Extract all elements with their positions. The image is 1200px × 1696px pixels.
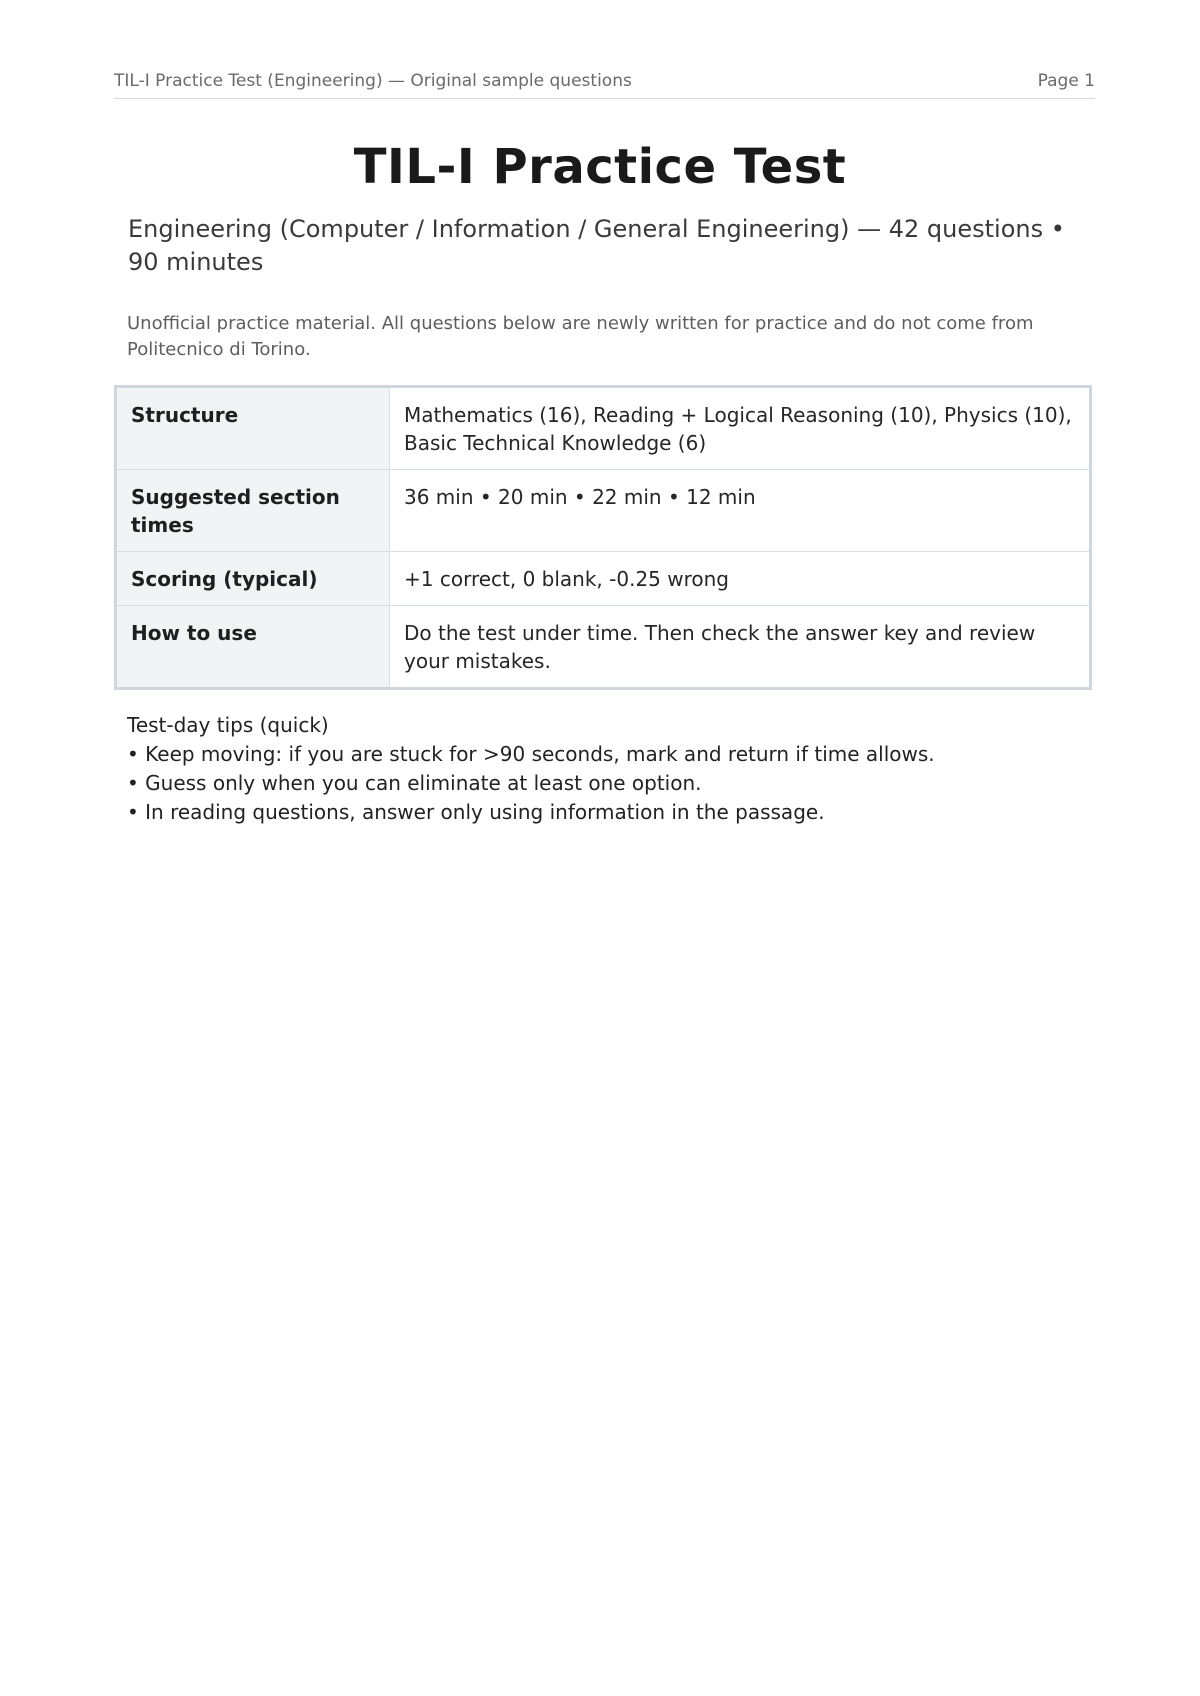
table-row [116, 387, 1091, 470]
list-item: • Guess only when you can eliminate at least one option. [127, 771, 702, 795]
page-number: Page 1 [1037, 71, 1095, 91]
test-info-table [114, 385, 1092, 690]
row-label-structure: Structure [116, 387, 390, 470]
running-header [114, 70, 1095, 99]
test-day-tips [127, 711, 1087, 827]
row-value-section-times: 36 min • 20 min • 22 min • 12 min [390, 470, 1091, 552]
tips-heading: Test-day tips (quick) [127, 713, 329, 737]
list-item: • In reading questions, answer only using information in the passage. [127, 800, 825, 824]
row-value-scoring: +1 correct, 0 blank, -0.25 wrong [390, 552, 1091, 606]
row-value-how-to-use: Do the test under time. Then check the answer key and review your mistakes. [390, 606, 1091, 689]
page-title: TIL-I Practice Test [353, 139, 847, 195]
table-row [116, 552, 1091, 606]
row-value-structure: Mathematics (16), Reading + Logical Reasoning (10), Physics (10), Basic Technical Knowledge (6) [390, 387, 1091, 470]
page-subtitle: Engineering (Computer / Information / General Engineering) — 42 questions • 90 minutes [128, 215, 1065, 276]
row-label-how-to-use: How to use [116, 606, 390, 689]
table-row [116, 470, 1091, 552]
row-label-scoring: Scoring (typical) [116, 552, 390, 606]
header-document-title: TIL-I Practice Test (Engineering) — Original sample questions [114, 71, 632, 91]
row-label-section-times: Suggested section times [116, 470, 390, 552]
list-item: • Keep moving: if you are stuck for >90 seconds, mark and return if time allows. [127, 742, 935, 766]
table-row [116, 606, 1091, 689]
disclaimer-note: Unofficial practice material. All questions below are newly written for practice and do not come from Politecnico di Torino. [127, 313, 1034, 360]
